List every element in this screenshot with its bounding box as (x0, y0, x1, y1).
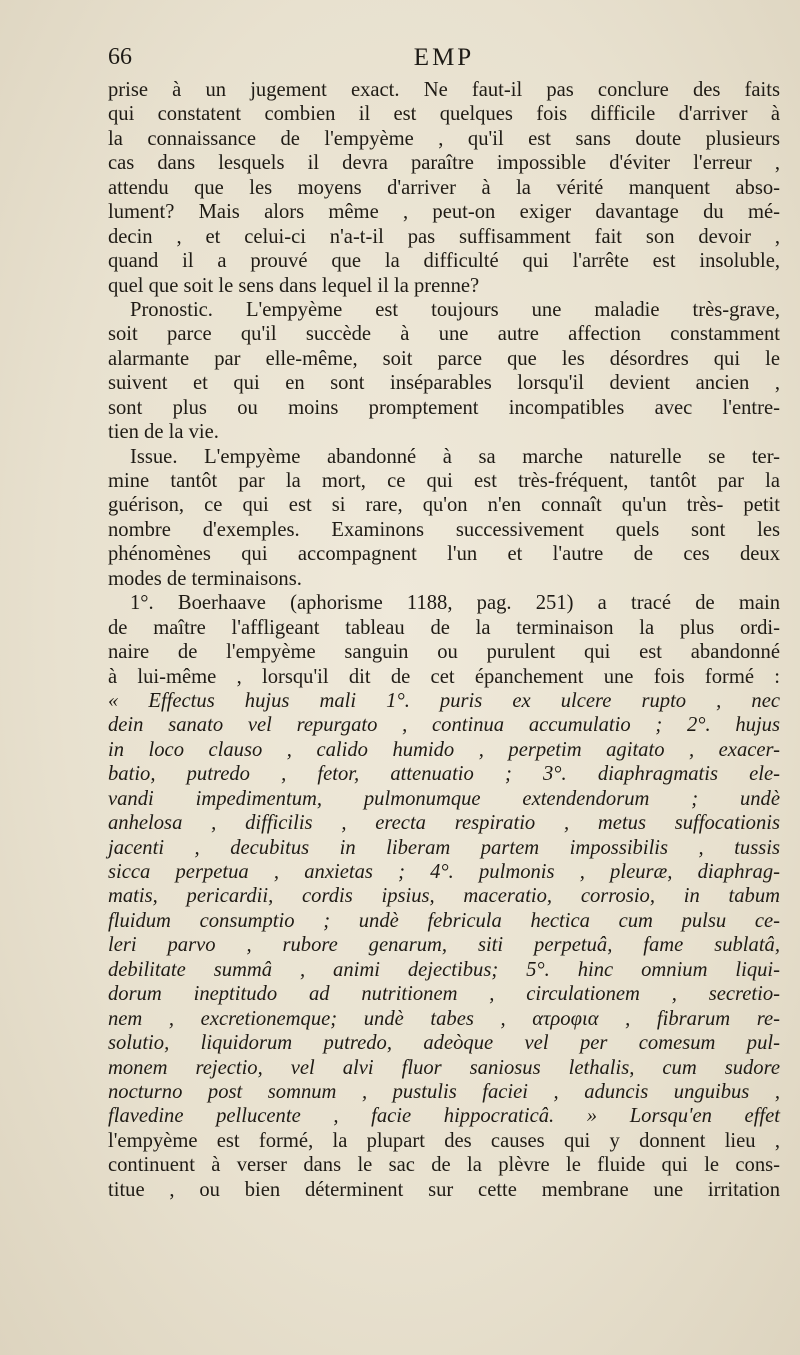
text-line: guérison, ce qui est si rare, qu'on n'en connaît qu'un très- petit (108, 494, 780, 517)
latin-quote-line: solutio, liquidorum putredo, adeòque vel per comesum pul- (108, 1032, 780, 1055)
text-line: continuent à verser dans le sac de la plèvre le fluide qui le cons- (108, 1154, 780, 1177)
text-line: decin , et celui-ci n'a-t-il pas suffisamment fait son devoir , (108, 225, 780, 248)
text-line: la connaissance de l'empyème , qu'il est sans doute plusieurs (108, 127, 780, 150)
body-text (108, 78, 780, 1202)
latin-quote-line: vandi impedimentum, pulmonumque extendendorum ; undè (108, 787, 780, 810)
latin-quote-line: debilitate summâ , animi dejectibus; 5°. hinc omnium liqui- (108, 958, 780, 981)
text-line: phénomènes qui accompagnent l'un et l'autre de ces deux (108, 543, 780, 566)
latin-quote-line: matis, pericardii, cordis ipsius, maceratio, corrosio, in tabum (108, 885, 780, 908)
latin-quote-line: « Effectus hujus mali 1°. puris ex ulcere rupto , nec (108, 689, 780, 712)
text-line: suivent et qui en sont inséparables lorsqu'il devient ancien , (108, 372, 780, 395)
text-line: modes de terminaisons. (108, 567, 302, 590)
text-line: quel que soit le sens dans lequel il la prenne? (108, 274, 480, 297)
latin-quote-line: monem rejectio, vel alvi fluor saniosus lethalis, cum sudore (108, 1056, 780, 1079)
text-line: l'empyème est formé, la plupart des causes qui y donnent lieu , (108, 1129, 780, 1152)
latin-quote-line: in loco clauso , calido humido , perpetim agitato , exacer- (108, 738, 780, 761)
latin-quote-line: dein sanato vel repurgato , continua accumulatio ; 2°. hujus (108, 714, 780, 737)
latin-quote-line: batio, putredo , fetor, attenuatio ; 3°. diaphragmatis ele- (108, 763, 780, 786)
text-line-issue: Issue. L'empyème abandonné à sa marche naturelle se ter- (130, 445, 780, 468)
text-line: tien de la vie. (108, 421, 219, 444)
text-line: cas dans lesquels il devra paraître impossible d'éviter l'erreur , (108, 152, 780, 175)
latin-quote-line: flavedine pellucente , facie hippocraticâ. » Lorsqu'en effet (108, 1105, 780, 1128)
text-line: alarmante par elle-même, soit parce que les désordres qui le (108, 347, 780, 370)
text-line: sont plus ou moins promptement incompatibles avec l'entre- (108, 396, 780, 419)
text-line-boerhaave: 1°. Boerhaave (aphorisme 1188, pag. 251) a tracé de main (130, 592, 780, 615)
text-line-pronostic: Pronostic. L'empyème est toujours une maladie très-grave, (130, 298, 780, 321)
latin-quote-line: jacenti , decubitus in liberam partem impossibilis , tussis (108, 836, 780, 859)
latin-quote-line: nem , excretionemque; undè tabes , ατροφια , fibrarum re- (108, 1007, 780, 1030)
latin-quote-line: sicca perpetua , anxietas ; 4°. pulmonis , pleuræ, diaphrag- (108, 861, 780, 883)
text-line: soit parce qu'il succède à une autre affection constamment (108, 323, 780, 346)
text-line: naire de l'empyème sanguin ou purulent qui est abandonné (108, 641, 780, 664)
running-head: EMP (413, 44, 475, 71)
latin-quote-line: leri parvo , rubore genarum, siti perpetuâ, fame sublatâ, (108, 934, 780, 957)
text-line: lument? Mais alors même , peut-on exiger davantage du mé- (108, 201, 780, 224)
text-line: à lui-même , lorsqu'il dit de cet épanchement une fois formé : (108, 665, 780, 688)
latin-quote-line: fluidum consumptio ; undè febricula hectica cum pulsu ce- (108, 909, 780, 932)
text-line: nombre d'exemples. Examinons successivement quels sont les (108, 518, 780, 541)
text-line: mine tantôt par la mort, ce qui est très-fréquent, tantôt par la (108, 470, 780, 492)
latin-quote-line: dorum ineptitudo ad nutritionem , circulationem , secretio- (108, 983, 780, 1006)
text-line: titue , ou bien déterminent sur cette membrane une irritation (108, 1178, 780, 1201)
latin-quote-line: anhelosa , difficilis , erecta respiratio , metus suffocationis (108, 812, 780, 835)
text-line: quand il a prouvé que la difficulté qui l'arrête est insoluble, (108, 250, 780, 273)
text-line: qui constatent combien il est quelques fois difficile d'arriver à (108, 103, 780, 126)
page-header (108, 40, 780, 74)
text-line: attendu que les moyens d'arriver à la vérité manquent abso- (108, 176, 780, 199)
latin-quote-line: nocturno post somnum , pustulis faciei , aduncis unguibus , (108, 1080, 780, 1103)
page-number: 66 (108, 44, 132, 70)
text-line: prise à un jugement exact. Ne faut-il pas conclure des faits (108, 79, 780, 101)
text-line: de maître l'affligeant tableau de la terminaison la plus ordi- (108, 616, 780, 639)
